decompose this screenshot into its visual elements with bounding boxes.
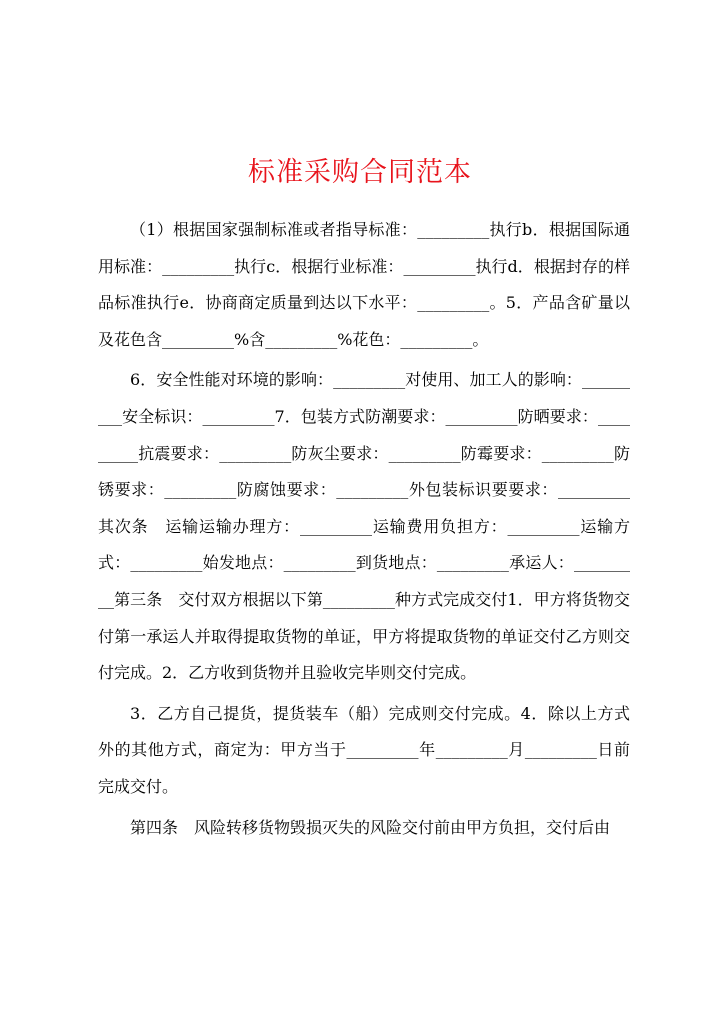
document-title: 标准采购合同范本 [248, 157, 472, 188]
paragraph-risk-transfer: 第四条 风险转移货物毁损灭失的风险交付前由甲方负担，交付后由 [130, 817, 611, 837]
paragraph-quality-standards: （1）根据国家强制标准或者指导标准：_________执行b．根据国际通用标准：_________执行c．根据行业标准：_________执行d．根据封存的样品标准执行e．协商商定质量到达以下水平：_________。5．产品含矿量以及花色含_________%含_________%花色：_________。 [98, 220, 630, 349]
paragraph-safety-packaging-transport: 6．安全性能对环境的影响：_________对使用、加工人的影响：_________安全标识：_________7．包装方式防潮要求：_________防晒要求：_________抗震要求：_________防灰尘要求：_________防霉要求：_________防锈要求：_________防腐蚀要求：_________外包装标识要要求：_________其次条 运输运输办理方：_________运输费用负担方：_________运输方式：_________始发地点：_________到货地点：_________承运人：_________第三条 交付双方根据以下第_________种方式完成交付1．甲方将货物交付第一承运人并取得提取货物的单证，甲方将提取货物的单证交付乙方则交付完成。2．乙方收到货物并且验收完毕则交付完成。 [98, 370, 630, 683]
document-body [98, 212, 630, 846]
paragraph-delivery-methods: 3．乙方自己提货，提货装车（船）完成则交付完成。4．除以上方式外的其他方式，商定为：甲方当于_________年_________月_________日前完成交付。 [98, 703, 630, 796]
